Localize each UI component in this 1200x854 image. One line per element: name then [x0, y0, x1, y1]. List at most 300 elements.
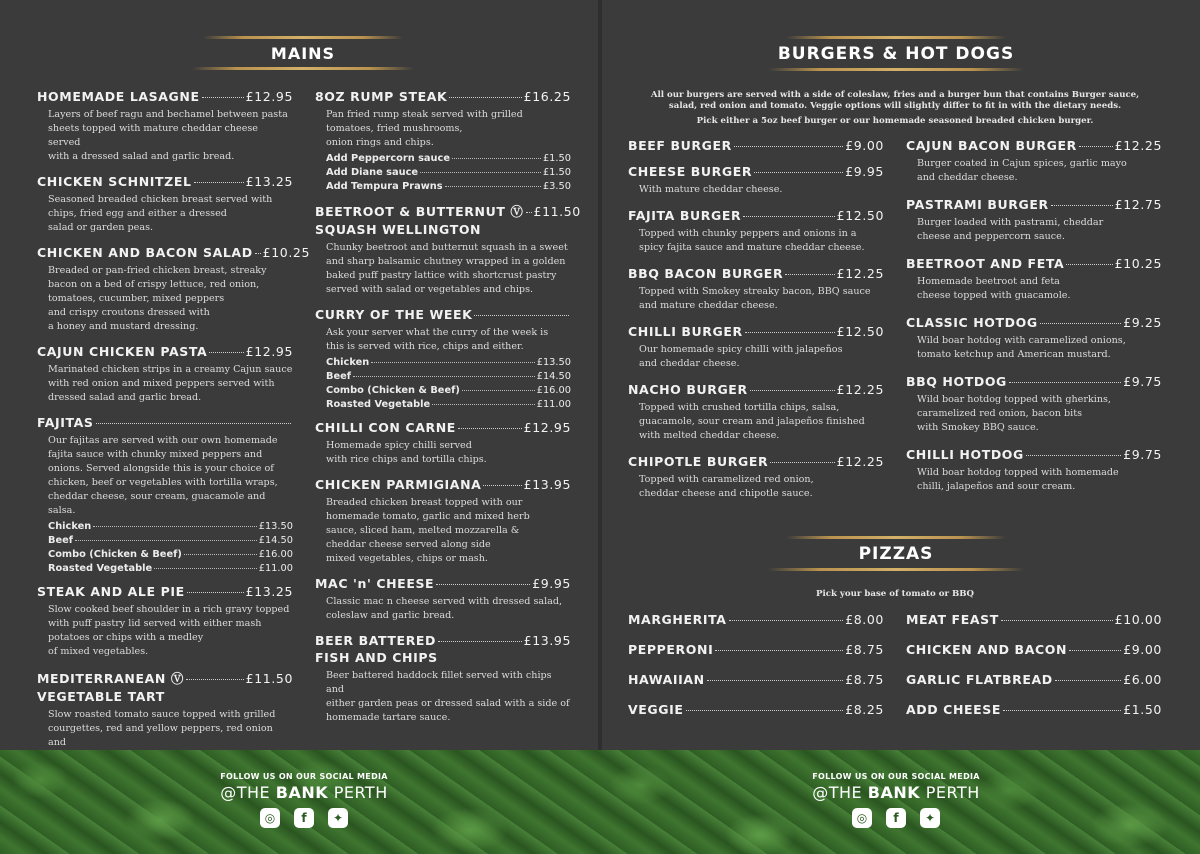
menu-item-name: CLASSIC HOTDOG	[906, 315, 1038, 330]
menu-item-name: MEDITERRANEAN Ⓥ	[37, 671, 184, 686]
menu-item-row	[315, 633, 571, 648]
menu-item-price: £8.75	[845, 642, 884, 657]
menu-item	[315, 420, 571, 467]
menu-item	[315, 89, 571, 192]
menu-item	[315, 576, 571, 623]
dot-leader	[420, 172, 541, 173]
pizzas-heading: PIZZAS	[768, 536, 1024, 571]
menu-item	[315, 202, 581, 297]
menu-option-row	[315, 357, 571, 368]
dot-leader	[75, 540, 257, 541]
description-line: with red onion and mixed peppers served with	[48, 378, 275, 389]
menu-item-row	[315, 576, 571, 591]
menu-item	[628, 138, 884, 153]
menu-item-row	[315, 89, 571, 104]
dot-leader	[1001, 620, 1113, 621]
menu-item-description	[315, 241, 571, 297]
menu-item	[37, 415, 293, 574]
menu-option-row	[37, 535, 293, 546]
menu-item	[315, 633, 571, 725]
dot-leader	[1009, 382, 1121, 383]
twitter-icon[interactable]: ✦	[920, 808, 940, 828]
menu-item-name: ADD CHEESE	[906, 702, 1002, 717]
burgers-column-right	[906, 138, 1162, 506]
menu-item-price: £12.50	[836, 324, 884, 339]
dot-leader	[371, 362, 535, 363]
description-line: courgettes, red and yellow peppers, red onion and	[48, 723, 273, 748]
menu-item-name: CHICKEN SCHNITZEL	[37, 174, 192, 189]
dot-leader	[452, 158, 541, 159]
description-line: Burger coated in Cajun spices, garlic mayo	[917, 158, 1127, 169]
menu-item	[906, 374, 1162, 435]
menu-item-name: VEGGIE	[628, 702, 684, 717]
menu-item-price: £12.95	[245, 344, 293, 359]
menu-item-description	[906, 393, 1162, 435]
menu-item	[906, 256, 1162, 303]
dot-leader	[462, 390, 535, 391]
dot-leader	[202, 97, 244, 98]
description-line: and sharp balsamic chutney wrapped in a golden	[326, 256, 566, 267]
menu-item	[628, 382, 884, 443]
menu-item-description	[628, 343, 884, 371]
menu-item	[906, 702, 1162, 717]
description-line: and cheddar cheese.	[917, 172, 1018, 183]
menu-item-name: 8OZ RUMP STEAK	[315, 89, 448, 104]
instagram-icon[interactable]: ◎	[260, 808, 280, 828]
dot-leader	[743, 216, 834, 217]
menu-option-name: Add Peppercorn sauce	[326, 153, 450, 164]
menu-item-name: CHICKEN AND BACON SALAD	[37, 245, 253, 260]
menu-item-name: BEETROOT & BUTTERNUT Ⓥ	[315, 204, 524, 219]
menu-item-description	[315, 595, 571, 623]
description-line: spicy fajita sauce and mature cheddar cheese.	[639, 242, 865, 253]
description-line: Wild boar hotdog topped with gherkins,	[917, 394, 1111, 405]
description-line: of mixed vegetables.	[48, 646, 149, 657]
menu-item-description	[906, 157, 1162, 185]
description-line: with Smokey BBQ sauce.	[917, 422, 1039, 433]
description-line: With mature cheddar cheese.	[639, 184, 783, 195]
social-handle: @THE BANK PERTH	[812, 783, 980, 802]
menu-item-row	[628, 138, 884, 153]
description-line: Breaded chicken breast topped with our	[326, 497, 523, 508]
dot-leader	[734, 146, 843, 147]
menu-item-row	[37, 89, 293, 104]
menu-item	[628, 324, 884, 371]
menu-item-name: CHILLI HOTDOG	[906, 447, 1024, 462]
menu-option-price: £14.50	[258, 535, 293, 546]
menu-item	[37, 584, 293, 659]
menu-item-price: £8.75	[845, 672, 884, 687]
menu-item-row	[37, 174, 293, 189]
dot-leader	[1066, 264, 1112, 265]
menu-item	[37, 174, 293, 235]
dot-leader	[438, 641, 522, 642]
dot-leader	[754, 172, 843, 173]
menu-item-description	[906, 334, 1162, 362]
menu-item-price: £12.50	[836, 208, 884, 223]
menu-item-row	[906, 138, 1162, 153]
menu-item-name: MEAT FEAST	[906, 612, 999, 627]
menu-item-row	[906, 374, 1162, 389]
menu-option-row	[315, 399, 571, 410]
dot-leader	[353, 376, 535, 377]
menu-item-name: BEETROOT AND FETA	[906, 256, 1065, 271]
description-line: and cheddar cheese.	[639, 358, 740, 369]
menu-item-row	[628, 208, 884, 223]
menu-option-row	[315, 167, 571, 178]
menu-item-price: £12.25	[836, 454, 884, 469]
description-line: and crispy croutons dressed with	[48, 307, 210, 318]
menu-item-row	[628, 324, 884, 339]
menu-item-price: £6.00	[1123, 672, 1162, 687]
menu-item-price: £9.00	[1123, 642, 1162, 657]
menu-item-row	[315, 307, 571, 322]
dot-leader	[186, 679, 244, 680]
menu-option-row	[315, 385, 571, 396]
dot-leader	[1003, 710, 1121, 711]
menu-item-name: BEER BATTERED	[315, 633, 437, 648]
description-line: Topped with chunky peppers and onions in a	[639, 228, 857, 239]
menu-option-price: £11.00	[536, 399, 571, 410]
menu-option-price: £1.50	[542, 153, 571, 164]
menu-item	[315, 477, 571, 566]
description-line: Homemade spicy chilli served	[326, 440, 472, 451]
description-line: Layers of beef ragu and bechamel between pasta	[48, 109, 288, 120]
menu-item	[906, 197, 1162, 244]
menu-item-description	[906, 275, 1162, 303]
burgers-column-left	[628, 138, 884, 512]
description-line: onion rings and chips.	[326, 137, 434, 148]
description-line: homemade tartare sauce.	[326, 712, 451, 723]
description-line: cheddar cheese, sour cream, guacamole and salsa.	[48, 491, 266, 516]
menu-option-name: Combo (Chicken & Beef)	[326, 385, 460, 396]
menu-option-name: Chicken	[326, 357, 370, 368]
menu-item	[628, 266, 884, 313]
menu-item-price: £9.00	[845, 138, 884, 153]
description-line: tomato ketchup and American mustard.	[917, 349, 1111, 360]
menu-item-description	[37, 434, 293, 518]
menu-option-price: £14.50	[536, 371, 571, 382]
menu-item	[37, 245, 311, 334]
dot-leader	[770, 462, 834, 463]
description-line: sauce, sliced ham, melted mozzarella &	[326, 525, 520, 536]
menu-item-description	[906, 216, 1162, 244]
description-line: with rice chips and tortilla chips.	[326, 454, 487, 465]
description-line: Breaded or pan-fried chicken breast, streaky	[48, 265, 267, 276]
menu-item	[628, 164, 884, 197]
facebook-icon[interactable]: f	[886, 808, 906, 828]
menu-option-row	[37, 521, 293, 532]
description-line: cheddar cheese served along side	[326, 539, 491, 550]
menu-item-price: £12.25	[836, 266, 884, 281]
menu-option-name: Beef	[326, 371, 352, 382]
menu-item	[906, 612, 1162, 627]
menu-item-price: £9.75	[1123, 447, 1162, 462]
description-line: with puff pastry lid served with either mash	[48, 618, 262, 629]
social-handle: @THE BANK PERTH	[220, 783, 388, 802]
dot-leader	[1026, 455, 1121, 456]
dot-leader	[483, 485, 521, 486]
menu-item	[37, 344, 293, 405]
dot-leader	[729, 620, 844, 621]
menu-option-name: Combo (Chicken & Beef)	[48, 549, 182, 560]
menu-item-description	[628, 473, 884, 501]
description-line: mixed vegetables, chips or mash.	[326, 553, 488, 564]
dot-leader	[184, 554, 257, 555]
menu-item-row	[37, 669, 293, 687]
page-fold	[598, 0, 602, 750]
description-line: Marinated chicken strips in a creamy Cajun sauce	[48, 364, 293, 375]
menu-option-price: £16.00	[536, 385, 571, 396]
description-line: Wild boar hotdog topped with homemade	[917, 467, 1119, 478]
menu-item-row	[315, 202, 581, 220]
menu-item-name-line2: VEGETABLE TART	[37, 689, 165, 704]
menu-item-name: BEEF BURGER	[628, 138, 732, 153]
menu-item-row	[906, 672, 1162, 687]
social-block-left	[184, 772, 424, 828]
menu-item-name: CHILLI BURGER	[628, 324, 743, 339]
menu-option-price: £16.00	[258, 549, 293, 560]
menu-item-description	[628, 285, 884, 313]
description-line: Ask your server what the curry of the week is	[326, 327, 549, 338]
description-line: chicken, beef or vegetables with tortilla wraps,	[48, 477, 278, 488]
menu-item-price: £9.75	[1123, 374, 1162, 389]
description-line: homemade tomato, garlic and mixed herb	[326, 511, 530, 522]
menu-item	[315, 307, 571, 410]
menu-item-price: £11.50	[533, 204, 581, 219]
menu-item-name: BBQ BACON BURGER	[628, 266, 784, 281]
description-line: a honey and mustard dressing.	[48, 321, 199, 332]
menu-item	[906, 138, 1162, 185]
dot-leader	[1055, 680, 1121, 681]
menu-item-name: MARGHERITA	[628, 612, 727, 627]
mains-column-right	[315, 89, 581, 735]
description-line: served with salad or vegetables and chips.	[326, 284, 534, 295]
menu-item-price: £9.95	[532, 576, 571, 591]
menu-item-name: CURRY OF THE WEEK	[315, 307, 473, 322]
dot-leader	[449, 97, 521, 98]
description-line: potatoes or chips with a medley	[48, 632, 204, 643]
description-line: tomatoes, cucumber, mixed peppers	[48, 293, 225, 304]
menu-item-name: HOMEMADE LASAGNE	[37, 89, 200, 104]
menu-item-name: MAC 'n' CHEESE	[315, 576, 435, 591]
description-line: Wild boar hotdog with caramelized onions,	[917, 335, 1126, 346]
description-line: Beer battered haddock fillet served with chips and	[326, 670, 552, 695]
menu-option-price: £13.50	[258, 521, 293, 532]
menu-item	[628, 642, 884, 657]
menu-item-row	[628, 454, 884, 469]
menu-item-name: FAJITAS	[37, 415, 94, 430]
menu-item-row	[906, 447, 1162, 462]
description-line: either garden peas or dressed salad with a side of	[326, 698, 570, 709]
description-line: cheese and peppercorn sauce.	[917, 231, 1065, 242]
menu-item	[906, 642, 1162, 657]
burgers-heading: BURGERS & HOT DOGS	[768, 36, 1024, 71]
description-line: Topped with caramelized red onion,	[639, 474, 814, 485]
menu-item-name: CHICKEN PARMIGIANA	[315, 477, 482, 492]
follow-text: FOLLOW US ON OUR SOCIAL MEDIA	[812, 772, 980, 781]
dot-leader	[209, 352, 243, 353]
description-line: dressed salad and garlic bread.	[48, 392, 202, 403]
pizzas-column-left	[628, 612, 884, 732]
menu-item-price: £9.95	[845, 164, 884, 179]
menu-item-price: £10.25	[1114, 256, 1162, 271]
menu-item-row	[906, 702, 1162, 717]
menu-item	[628, 454, 884, 501]
menu-item-description	[315, 496, 571, 566]
description-line: baked puff pastry lattice with shortcrust pastry	[326, 270, 557, 281]
burgers-intro: All our burgers are served with a side of coleslaw, fries and a burger bun that contains Burger sauce, salad, red onion and tomato. Veggie options will slightly differ to fit in with the dietary needs. Pick either a 5oz beef burger or our homemade seasoned breaded chicken burger.	[650, 90, 1140, 126]
description-line: fajita sauce with chunky mixed peppers and	[48, 449, 263, 460]
menu-item-row	[315, 420, 571, 435]
menu-item-name: CHILLI CON CARNE	[315, 420, 456, 435]
menu-item-price: £11.50	[245, 671, 293, 686]
description-line: tomatoes, fried mushrooms,	[326, 123, 463, 134]
menu-item-name-line2: FISH AND CHIPS	[315, 650, 438, 665]
description-line: Classic mac n cheese served with dressed salad,	[326, 596, 563, 607]
menu-item-row	[37, 245, 311, 260]
description-line: cheddar cheese and chipotle sauce.	[639, 488, 813, 499]
dot-leader	[96, 423, 291, 424]
menu-item-description	[37, 108, 293, 164]
menu-item-name: GARLIC FLATBREAD	[906, 672, 1053, 687]
dot-leader	[432, 404, 535, 405]
description-line: Burger loaded with pastrami, cheddar	[917, 217, 1104, 228]
dot-leader	[715, 650, 843, 651]
description-line: Pan fried rump steak served with grilled	[326, 109, 523, 120]
menu-item-name: CAJUN BACON BURGER	[906, 138, 1077, 153]
menu-item-row	[37, 344, 293, 359]
description-line: bacon on a bed of crispy lettuce, red onion,	[48, 279, 260, 290]
menu-option-name: Roasted Vegetable	[326, 399, 431, 410]
menu-option-row	[37, 549, 293, 560]
menu-item-row	[906, 642, 1162, 657]
dot-leader	[1051, 205, 1113, 206]
description-line: Topped with Smokey streaky bacon, BBQ sauce	[639, 286, 871, 297]
menu-option-price: £1.50	[542, 167, 571, 178]
menu-item-price: £12.75	[1114, 197, 1162, 212]
menu-item-price: £13.25	[245, 174, 293, 189]
menu-item-name: CAJUN CHICKEN PASTA	[37, 344, 208, 359]
dot-leader	[745, 332, 835, 333]
menu-item-price: £13.25	[245, 584, 293, 599]
menu-item-price: £12.95	[245, 89, 293, 104]
menu-item-price: £12.25	[836, 382, 884, 397]
description-line: onions. Served alongside this is your choice of	[48, 463, 274, 474]
menu-item-price: £1.50	[1123, 702, 1162, 717]
menu-item-price: £12.95	[523, 420, 571, 435]
menu-item-description	[37, 603, 293, 659]
follow-text: FOLLOW US ON OUR SOCIAL MEDIA	[220, 772, 388, 781]
facebook-icon[interactable]: f	[294, 808, 314, 828]
menu-item-row	[37, 415, 293, 430]
mains-heading: MAINS	[192, 36, 414, 70]
menu-item-row	[906, 315, 1162, 330]
dot-leader	[458, 428, 522, 429]
description-line: chips, fried egg and either a dressed	[48, 208, 227, 219]
menu-item-row	[628, 164, 884, 179]
instagram-icon[interactable]: ◎	[852, 808, 872, 828]
menu-item-price: £10.00	[1114, 612, 1162, 627]
menu-item-name: HAWAIIAN	[628, 672, 705, 687]
menu-item-name: NACHO BURGER	[628, 382, 748, 397]
description-line: coleslaw and garlic bread.	[326, 610, 455, 621]
dot-leader	[1069, 650, 1121, 651]
menu-item-name: STEAK AND ALE PIE	[37, 584, 185, 599]
description-line: and mature cheddar cheese.	[639, 300, 778, 311]
dot-leader	[1079, 146, 1113, 147]
dot-leader	[445, 186, 541, 187]
dot-leader	[686, 710, 844, 711]
menu-item-name: CHIPOTLE BURGER	[628, 454, 769, 469]
description-line: salad or garden peas.	[48, 222, 154, 233]
menu-item-row	[37, 584, 293, 599]
description-line: with a dressed salad and garlic bread.	[48, 151, 235, 162]
menu-item-row	[628, 642, 884, 657]
menu-item-price: £13.95	[523, 477, 571, 492]
menu-item-description	[628, 227, 884, 255]
menu-item	[906, 447, 1162, 494]
menu-item	[37, 89, 293, 164]
menu-item-description	[628, 401, 884, 443]
menu-item-name: CHEESE BURGER	[628, 164, 753, 179]
description-line: Topped with crushed tortilla chips, salsa,	[639, 402, 840, 413]
menu-item-row	[628, 612, 884, 627]
menu-item-description	[37, 193, 293, 235]
description-line: with melted cheddar cheese.	[639, 430, 780, 441]
menu-item-price: £12.25	[1114, 138, 1162, 153]
menu-option-price: £13.50	[536, 357, 571, 368]
menu-option-price: £3.50	[542, 181, 571, 192]
menu-item-description	[37, 363, 293, 405]
menu-option-row	[315, 153, 571, 164]
menu-item-row	[906, 197, 1162, 212]
menu-item-row	[906, 612, 1162, 627]
menu-item-description	[315, 108, 571, 150]
menu-option-row	[315, 181, 571, 192]
description-line: sheets topped with mature cheddar cheese served	[48, 123, 258, 148]
description-line: Seasoned breaded chicken breast served with	[48, 194, 273, 205]
description-line: caramelized red onion, bacon bits	[917, 408, 1082, 419]
menu-item-row	[315, 477, 571, 492]
description-line: cheese topped with guacamole.	[917, 290, 1071, 301]
menu-item	[906, 672, 1162, 687]
menu-item-row	[906, 256, 1162, 271]
description-line: Our fajitas are served with our own homemade	[48, 435, 278, 446]
menu-item-price: £13.95	[523, 633, 571, 648]
menu-item-description	[906, 466, 1162, 494]
pizzas-column-right	[906, 612, 1162, 732]
menu-item-name: PASTRAMI BURGER	[906, 197, 1049, 212]
dot-leader	[255, 253, 261, 254]
menu-item-description	[315, 439, 571, 467]
pizzas-intro: Pick your base of tomato or BBQ	[815, 589, 974, 599]
description-line: Slow roasted tomato sauce topped with grilled	[48, 709, 276, 720]
dot-leader	[750, 390, 835, 391]
menu-option-row	[37, 563, 293, 574]
menu-item-description	[37, 264, 293, 334]
dot-leader	[436, 584, 530, 585]
dot-leader	[154, 568, 257, 569]
menu-item-name: PEPPERONI	[628, 642, 714, 657]
dot-leader	[785, 274, 834, 275]
description-line: Our homemade spicy chilli with jalapeños	[639, 344, 843, 355]
twitter-icon[interactable]: ✦	[328, 808, 348, 828]
dot-leader	[187, 592, 244, 593]
menu-item	[628, 672, 884, 687]
description-line: Homemade beetroot and feta	[917, 276, 1060, 287]
description-line: Slow cooked beef shoulder in a rich gravy topped	[48, 604, 290, 615]
